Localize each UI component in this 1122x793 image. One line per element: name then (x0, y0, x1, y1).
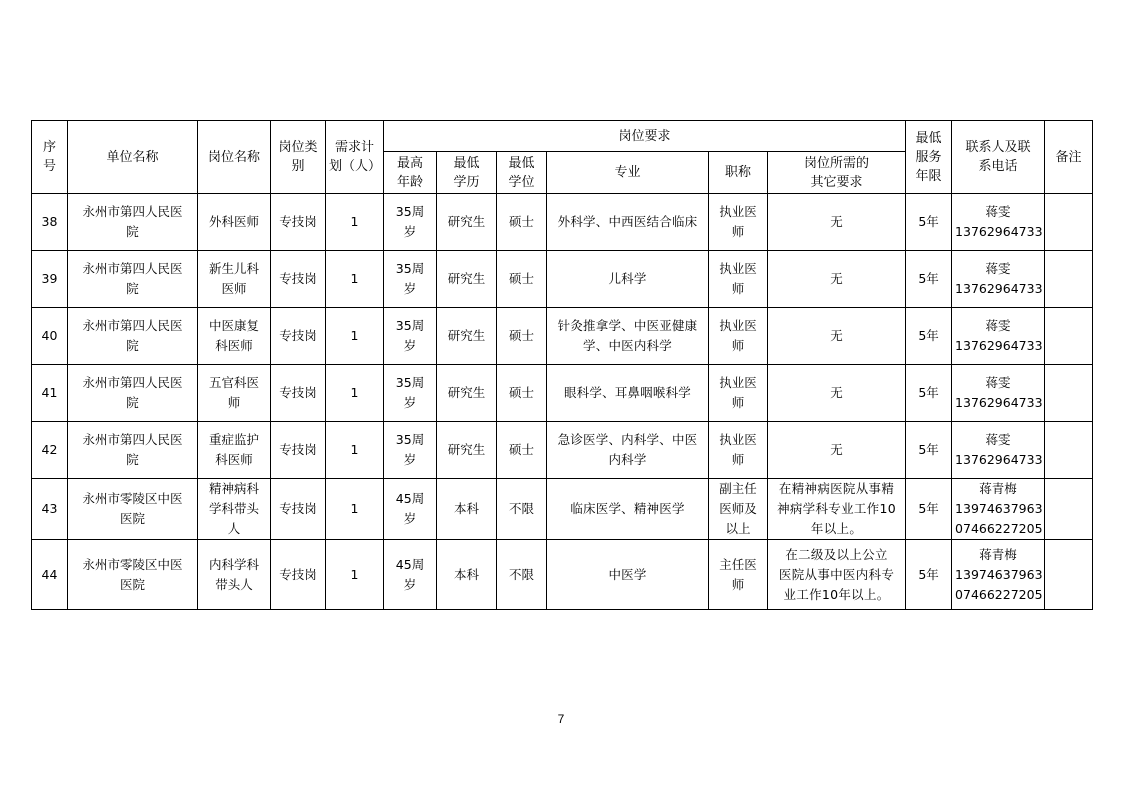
cell-position (198, 194, 271, 251)
header-title: 职称 (709, 152, 768, 194)
cell-line: 医院从事中医内科专 (778, 566, 895, 582)
cell-plan: 1 (326, 308, 384, 365)
cell-line: 师 (731, 576, 745, 592)
cell-line: 重症监护 (208, 432, 259, 447)
cell-line: 师 (731, 338, 745, 353)
cell-line: 永州市第四人民医 (82, 204, 183, 219)
cell-min-degree: 不限 (497, 540, 547, 610)
cell-major (547, 251, 709, 308)
cell-min-edu: 本科 (437, 479, 497, 540)
cell-seq: 39 (32, 251, 68, 308)
table-body (32, 194, 1093, 610)
cell-other (768, 365, 906, 422)
cell-category: 专技岗 (271, 540, 326, 610)
cell-line: 院 (126, 224, 139, 239)
cell-unit (68, 365, 198, 422)
cell-line: 13762964733 (955, 338, 1043, 353)
header-min-edu: 最低 学历 (437, 152, 497, 194)
cell-title (709, 479, 768, 540)
cell-line: 师 (731, 224, 745, 239)
cell-line: 中医康复 (208, 318, 259, 333)
cell-line: 眼科学、耳鼻咽喉科学 (563, 385, 691, 400)
cell-line: 永州市零陵区中医 (82, 556, 183, 572)
cell-contact (952, 308, 1045, 365)
cell-max-age (384, 422, 437, 479)
cell-service: 5年 (906, 308, 952, 365)
cell-line: 院 (126, 281, 139, 296)
cell-category: 专技岗 (271, 251, 326, 308)
cell-line: 年以上。 (810, 521, 863, 536)
cell-line: 岁 (403, 452, 417, 467)
cell-other (768, 251, 906, 308)
cell-unit (68, 540, 198, 610)
cell-line: 中医学 (608, 566, 647, 582)
cell-plan: 1 (326, 251, 384, 308)
header-service: 最低 服务 年限 (906, 121, 952, 194)
cell-line: 岁 (403, 511, 417, 526)
cell-position (198, 308, 271, 365)
cell-major (547, 194, 709, 251)
header-max-age: 最高 年龄 (384, 152, 437, 194)
cell-title (709, 194, 768, 251)
cell-min-edu: 研究生 (437, 422, 497, 479)
table-row (32, 365, 1093, 422)
cell-other (768, 479, 906, 540)
cell-other (768, 540, 906, 610)
cell-line: 无 (830, 385, 843, 400)
cell-line: 执业医 (719, 261, 757, 276)
cell-seq: 43 (32, 479, 68, 540)
cell-unit (68, 251, 198, 308)
cell-position (198, 479, 271, 540)
cell-line: 师 (731, 395, 745, 410)
cell-category: 专技岗 (271, 479, 326, 540)
header-plan: 需求计 划（人） (326, 121, 384, 194)
cell-contact (952, 422, 1045, 479)
cell-line: 岁 (403, 338, 417, 353)
cell-min-degree: 不限 (497, 479, 547, 540)
cell-line: 神病学科专业工作10 (777, 501, 896, 516)
cell-line: 五官科医 (208, 375, 259, 390)
table-row (32, 308, 1093, 365)
cell-line: 院 (126, 338, 139, 353)
cell-line: 外科医师 (208, 214, 259, 229)
cell-line: 内科学 (608, 452, 647, 467)
cell-max-age (384, 479, 437, 540)
cell-title (709, 308, 768, 365)
header-min-degree: 最低 学位 (497, 152, 547, 194)
cell-line: 蒋青梅 (979, 546, 1017, 562)
cell-seq: 38 (32, 194, 68, 251)
cell-line: 医师及 (719, 501, 757, 516)
cell-major (547, 365, 709, 422)
cell-contact (952, 479, 1045, 540)
cell-line: 35周 (395, 375, 425, 390)
cell-major (547, 422, 709, 479)
cell-unit (68, 194, 198, 251)
cell-remark (1045, 479, 1093, 540)
cell-position (198, 365, 271, 422)
cell-plan: 1 (326, 422, 384, 479)
cell-line: 35周 (395, 204, 425, 219)
cell-other (768, 308, 906, 365)
cell-min-degree: 硕士 (497, 251, 547, 308)
cell-line: 执业医 (719, 204, 757, 219)
cell-line: 医院 (119, 576, 145, 592)
cell-service: 5年 (906, 422, 952, 479)
cell-position (198, 540, 271, 610)
cell-line: 35周 (395, 318, 425, 333)
header-requirements: 岗位要求 (384, 121, 906, 152)
cell-line: 13762964733 (955, 224, 1043, 239)
cell-line: 蒋青梅 (979, 481, 1017, 496)
cell-line: 医院 (119, 511, 145, 526)
cell-line: 永州市零陵区中医 (82, 491, 183, 506)
cell-line: 07466227205 (955, 521, 1043, 536)
cell-line: 师 (731, 452, 745, 467)
cell-max-age (384, 194, 437, 251)
cell-contact (952, 540, 1045, 610)
cell-line: 针灸推拿学、中医亚健康 (557, 318, 698, 333)
cell-line: 无 (830, 328, 843, 343)
cell-line: 13974637963 (955, 566, 1043, 582)
cell-line: 无 (830, 271, 843, 286)
cell-service: 5年 (906, 365, 952, 422)
cell-line: 永州市第四人民医 (82, 375, 183, 390)
cell-remark (1045, 194, 1093, 251)
cell-remark (1045, 422, 1093, 479)
cell-line: 院 (126, 452, 139, 467)
table-row (32, 194, 1093, 251)
cell-line: 院 (126, 395, 139, 410)
cell-plan: 1 (326, 540, 384, 610)
cell-major (547, 540, 709, 610)
cell-line: 医师 (221, 281, 247, 296)
cell-seq: 44 (32, 540, 68, 610)
cell-category: 专技岗 (271, 308, 326, 365)
cell-line: 副主任 (719, 481, 757, 496)
cell-line: 精神病科 (208, 481, 259, 496)
cell-seq: 41 (32, 365, 68, 422)
header-other: 岗位所需的 其它要求 (768, 152, 906, 194)
cell-remark (1045, 365, 1093, 422)
table-row (32, 540, 1093, 610)
cell-remark (1045, 540, 1093, 610)
cell-line: 无 (830, 442, 843, 457)
cell-line: 带头人 (215, 576, 253, 592)
cell-line: 岁 (403, 281, 417, 296)
cell-line: 学科带头 (208, 501, 259, 516)
cell-line: 科医师 (215, 452, 253, 467)
cell-line: 业工作10年以上。 (783, 586, 890, 602)
table-row (32, 251, 1093, 308)
cell-other (768, 194, 906, 251)
cell-line: 35周 (395, 432, 425, 447)
cell-contact (952, 251, 1045, 308)
cell-remark (1045, 308, 1093, 365)
cell-line: 蒋雯 (985, 204, 1011, 219)
cell-line: 师 (731, 281, 745, 296)
cell-line: 45周 (395, 491, 425, 506)
header-contact: 联系人及联 系电话 (952, 121, 1045, 194)
cell-line: 07466227205 (955, 586, 1043, 602)
cell-min-degree: 硕士 (497, 194, 547, 251)
cell-min-edu: 研究生 (437, 194, 497, 251)
cell-line: 主任医 (719, 556, 757, 572)
cell-min-degree: 硕士 (497, 422, 547, 479)
cell-min-edu: 本科 (437, 540, 497, 610)
cell-position (198, 422, 271, 479)
header-major: 专业 (547, 152, 709, 194)
cell-max-age (384, 308, 437, 365)
cell-line: 以上 (725, 521, 751, 536)
cell-title (709, 540, 768, 610)
cell-line: 永州市第四人民医 (82, 261, 183, 276)
cell-line: 在精神病医院从事精 (778, 481, 895, 496)
page-number: 7 (557, 712, 565, 726)
recruitment-table (31, 120, 1093, 610)
cell-line: 内科学科 (208, 556, 259, 572)
cell-plan: 1 (326, 194, 384, 251)
header-remark: 备注 (1045, 121, 1093, 194)
cell-line: 13762964733 (955, 281, 1043, 296)
cell-min-degree: 硕士 (497, 365, 547, 422)
cell-line: 师 (227, 395, 241, 410)
cell-line: 13974637963 (955, 501, 1043, 516)
cell-line: 永州市第四人民医 (82, 318, 183, 333)
cell-line: 外科学、中西医结合临床 (557, 214, 698, 229)
cell-line: 岁 (403, 224, 417, 239)
cell-line: 新生儿科 (208, 261, 259, 276)
cell-line: 执业医 (719, 375, 757, 390)
cell-min-degree: 硕士 (497, 308, 547, 365)
cell-category: 专技岗 (271, 194, 326, 251)
cell-line: 急诊医学、内科学、中医 (557, 432, 698, 447)
header-unit: 单位名称 (68, 121, 198, 194)
cell-title (709, 251, 768, 308)
cell-line: 在二级及以上公立 (785, 546, 888, 562)
cell-line: 执业医 (719, 318, 757, 333)
cell-title (709, 365, 768, 422)
cell-line: 蒋雯 (985, 261, 1011, 276)
cell-unit (68, 479, 198, 540)
cell-max-age (384, 251, 437, 308)
cell-max-age (384, 365, 437, 422)
cell-contact (952, 194, 1045, 251)
cell-line: 无 (830, 214, 843, 229)
cell-line: 13762964733 (955, 395, 1043, 410)
cell-service: 5年 (906, 251, 952, 308)
cell-line: 永州市第四人民医 (82, 432, 183, 447)
cell-service: 5年 (906, 479, 952, 540)
cell-line: 执业医 (719, 432, 757, 447)
cell-plan: 1 (326, 479, 384, 540)
cell-service: 5年 (906, 194, 952, 251)
cell-line: 蒋雯 (985, 375, 1011, 390)
table-row (32, 422, 1093, 479)
cell-line: 临床医学、精神医学 (570, 501, 685, 516)
cell-line: 岁 (403, 576, 417, 592)
cell-line: 35周 (395, 261, 425, 276)
cell-title (709, 422, 768, 479)
header-position: 岗位名称 (198, 121, 271, 194)
header-seq: 序 号 (32, 121, 68, 194)
cell-max-age (384, 540, 437, 610)
cell-line: 人 (227, 521, 241, 536)
cell-category: 专技岗 (271, 365, 326, 422)
cell-plan: 1 (326, 365, 384, 422)
cell-seq: 42 (32, 422, 68, 479)
cell-line: 13762964733 (955, 452, 1043, 467)
cell-min-edu: 研究生 (437, 308, 497, 365)
cell-contact (952, 365, 1045, 422)
cell-service: 5年 (906, 540, 952, 610)
cell-position (198, 251, 271, 308)
cell-other (768, 422, 906, 479)
cell-min-edu: 研究生 (437, 251, 497, 308)
cell-unit (68, 422, 198, 479)
cell-seq: 40 (32, 308, 68, 365)
cell-unit (68, 308, 198, 365)
cell-line: 科医师 (215, 338, 253, 353)
cell-major (547, 479, 709, 540)
cell-line: 学、中医内科学 (583, 338, 672, 353)
cell-line: 儿科学 (608, 271, 647, 286)
cell-line: 岁 (403, 395, 417, 410)
cell-line: 蒋雯 (985, 432, 1011, 447)
cell-line: 蒋雯 (985, 318, 1011, 333)
cell-category: 专技岗 (271, 422, 326, 479)
table-row (32, 479, 1093, 540)
cell-remark (1045, 251, 1093, 308)
cell-min-edu: 研究生 (437, 365, 497, 422)
header-category: 岗位类 别 (271, 121, 326, 194)
cell-major (547, 308, 709, 365)
cell-line: 45周 (395, 556, 425, 572)
